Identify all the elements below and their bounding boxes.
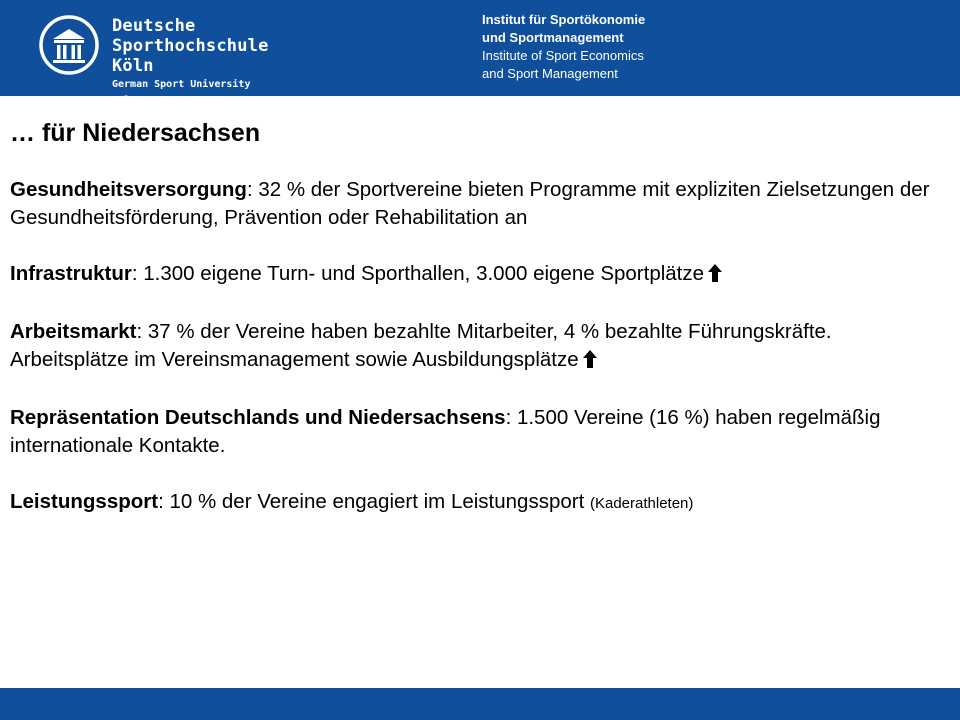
slide-title: … für Niedersachsen [10, 119, 261, 147]
item-keyword: Leistungssport [10, 490, 159, 513]
item-text: : 1.300 eigene Turn- und Sporthallen, 3.000 eigene Sportplätze [131, 262, 705, 285]
temple-emblem-icon [38, 14, 100, 76]
item-representation [10, 404, 940, 460]
item-keyword: Infrastruktur [10, 262, 132, 285]
item-note: (Kaderathleten) [589, 495, 694, 512]
item-labour-market-extra [10, 346, 940, 376]
item-text: : 10 % der Vereine engagiert im Leistungssport [158, 490, 585, 513]
institute-name [482, 11, 645, 83]
item-labour-market [10, 318, 940, 346]
footer-bar [0, 688, 960, 720]
item-text: : 32 % der Sportvereine bieten Programme mit expliziten Zielsetzungen der Gesundheitsförderung, Prävention oder Rehabilitation an [10, 178, 930, 229]
item-keyword: Repräsentation Deutschlands und Niedersachsens [10, 406, 506, 429]
item-text: : 1.500 Vereine (16 %) haben regelmäßig internationale Kontakte. [10, 406, 881, 457]
logo-line-2: Sporthochschule Köln [112, 36, 269, 76]
header-bar [0, 0, 960, 106]
item-health [10, 176, 940, 232]
item-extra-text: Arbeitsplätze im Vereinsmanagement sowie Ausbildungsplätze [10, 348, 579, 371]
item-keyword: Arbeitsmarkt [10, 320, 137, 343]
item-keyword: Gesundheitsversorgung [10, 178, 247, 201]
item-infrastructure [10, 260, 940, 290]
logo-text [112, 16, 298, 109]
slide-content [10, 118, 940, 518]
item-elite-sport [10, 488, 940, 518]
item-text: : 37 % der Vereine haben bezahlte Mitarbeiter, 4 % bezahlte Führungskräfte. [136, 320, 832, 343]
university-logo [38, 14, 298, 106]
institute-en-line-2: and Sport Management [482, 66, 618, 81]
institute-en-line-1: Institute of Sport Economics [482, 48, 644, 63]
up-arrow-icon [708, 262, 722, 290]
logo-line-1: Deutsche [112, 16, 196, 36]
institute-de-line-1: Institut für Sportökonomie [482, 12, 646, 27]
institute-de-line-2: und Sportmanagement [482, 30, 624, 45]
logo-line-3: German Sport University Cologne [112, 79, 251, 106]
up-arrow-icon [583, 348, 597, 376]
